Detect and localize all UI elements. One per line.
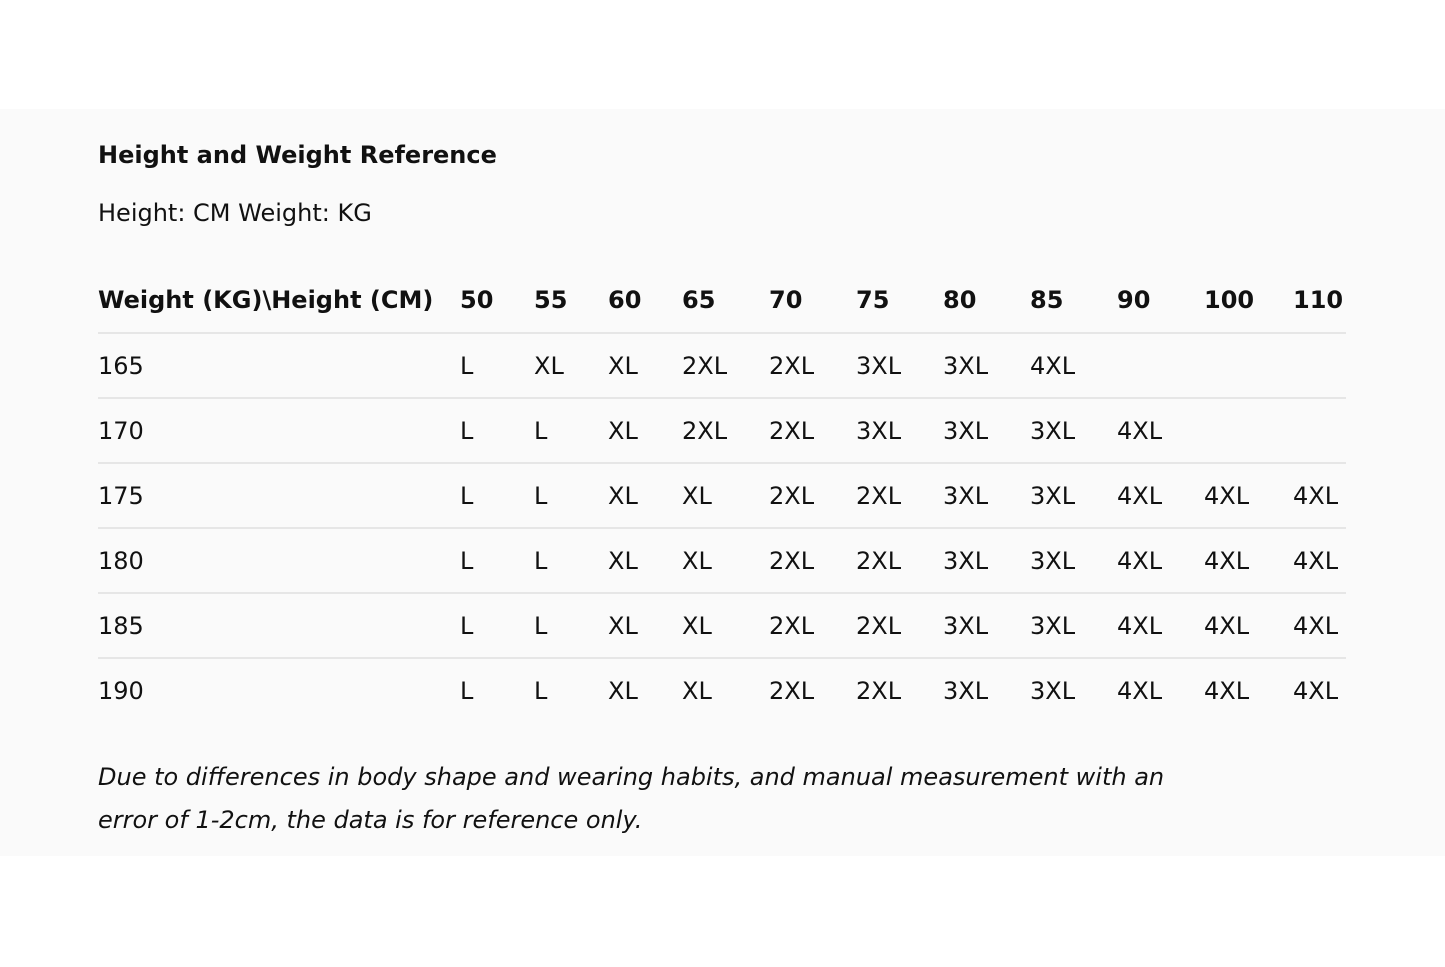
size-cell: XL	[608, 463, 682, 528]
table-row	[98, 463, 1346, 528]
disclaimer-note: Due to differences in body shape and wearing habits, and manual measurement with an error of 1-2cm, the data is for reference only.	[98, 763, 1165, 834]
size-cell: 2XL	[682, 333, 769, 398]
size-cell: 4XL	[1204, 593, 1293, 658]
size-cell: XL	[682, 676, 712, 705]
size-table	[98, 268, 1346, 722]
column-header: 90	[1117, 268, 1204, 333]
size-cell: 3XL	[943, 463, 1030, 528]
column-header: 100	[1204, 268, 1293, 333]
size-cell	[1204, 333, 1293, 398]
size-cell: 4XL	[1204, 528, 1293, 593]
size-cell	[1293, 398, 1346, 463]
table-row	[98, 333, 1346, 398]
size-cell: 4XL	[1293, 463, 1346, 528]
size-cell: 4XL	[1117, 398, 1204, 463]
size-cell: L	[460, 528, 534, 593]
size-cell: 3XL	[1030, 528, 1117, 593]
row-label: 170	[98, 398, 460, 463]
table-row	[98, 528, 1346, 593]
size-cell: 3XL	[943, 593, 1030, 658]
size-cell: 2XL	[856, 528, 943, 593]
size-cell	[1117, 333, 1204, 398]
size-cell: L	[534, 398, 608, 463]
size-cell: 3XL	[1030, 463, 1117, 528]
size-cell: XL	[534, 333, 608, 398]
size-cell: L	[460, 333, 534, 398]
column-header: 50	[460, 268, 534, 333]
column-header: 60	[608, 268, 682, 333]
column-header: 80	[943, 268, 1030, 333]
size-cell: 2XL	[769, 398, 856, 463]
size-cell: 4XL	[1293, 593, 1346, 658]
size-cell: 2XL	[769, 333, 856, 398]
column-header: 75	[856, 268, 943, 333]
size-cell: L	[534, 463, 608, 528]
table-row	[98, 658, 1346, 722]
size-cell: L	[460, 676, 474, 705]
size-cell: 3XL	[943, 333, 1030, 398]
size-cell: L	[460, 593, 534, 658]
size-cell: 2XL	[856, 593, 943, 658]
size-cell: 2XL	[769, 528, 856, 593]
row-label: 175	[98, 463, 460, 528]
size-cell: XL	[608, 593, 682, 658]
table-row	[98, 593, 1346, 658]
size-cell: 2XL	[769, 676, 815, 705]
size-cell: 4XL	[1293, 528, 1346, 593]
size-cell: 4XL	[1204, 676, 1250, 705]
size-cell: L	[534, 676, 548, 705]
size-cell: 3XL	[1030, 676, 1076, 705]
size-cell: 4XL	[1117, 593, 1204, 658]
row-label: 180	[98, 528, 460, 593]
size-cell: 4XL	[1293, 676, 1339, 705]
column-header: 65	[682, 268, 769, 333]
size-cell: XL	[608, 676, 638, 705]
size-cell: 4XL	[1030, 333, 1117, 398]
size-cell: L	[460, 398, 534, 463]
size-cell: L	[534, 593, 608, 658]
size-cell	[1293, 333, 1346, 398]
size-cell: 2XL	[856, 463, 943, 528]
size-cell: 4XL	[1117, 528, 1204, 593]
size-cell: 3XL	[943, 676, 989, 705]
table-row	[98, 398, 1346, 463]
size-cell: XL	[682, 463, 769, 528]
size-cell: L	[460, 463, 534, 528]
column-header: 55	[534, 268, 608, 333]
size-cell: 4XL	[1204, 463, 1293, 528]
row-label: 185	[98, 593, 460, 658]
size-cell: 2XL	[682, 398, 769, 463]
size-cell: L	[534, 528, 608, 593]
size-cell	[1204, 398, 1293, 463]
corner-header: Weight (KG)\Height (CM)	[98, 268, 460, 333]
row-label: 165	[98, 333, 460, 398]
units-label: Height: CM Weight: KG	[98, 199, 372, 227]
table-header-row	[98, 268, 1346, 333]
size-cell: 2XL	[769, 593, 856, 658]
size-cell: 3XL	[856, 398, 943, 463]
size-cell: 2XL	[769, 463, 856, 528]
size-cell: 2XL	[856, 676, 902, 705]
size-cell: 3XL	[943, 398, 1030, 463]
size-cell: 3XL	[943, 528, 1030, 593]
size-cell: XL	[608, 398, 682, 463]
size-cell: 3XL	[856, 333, 943, 398]
column-header: 85	[1030, 268, 1117, 333]
size-cell: 4XL	[1117, 463, 1204, 528]
size-cell: XL	[682, 593, 769, 658]
size-cell: 4XL	[1117, 676, 1163, 705]
size-cell: XL	[608, 333, 682, 398]
size-cell: XL	[608, 528, 682, 593]
size-cell: 3XL	[1030, 593, 1117, 658]
column-header: 110	[1293, 268, 1346, 333]
page-title: Height and Weight Reference	[98, 141, 497, 169]
size-cell: XL	[682, 528, 769, 593]
column-header: 70	[769, 268, 856, 333]
row-label: 190	[98, 676, 144, 705]
size-cell: 3XL	[1030, 398, 1117, 463]
